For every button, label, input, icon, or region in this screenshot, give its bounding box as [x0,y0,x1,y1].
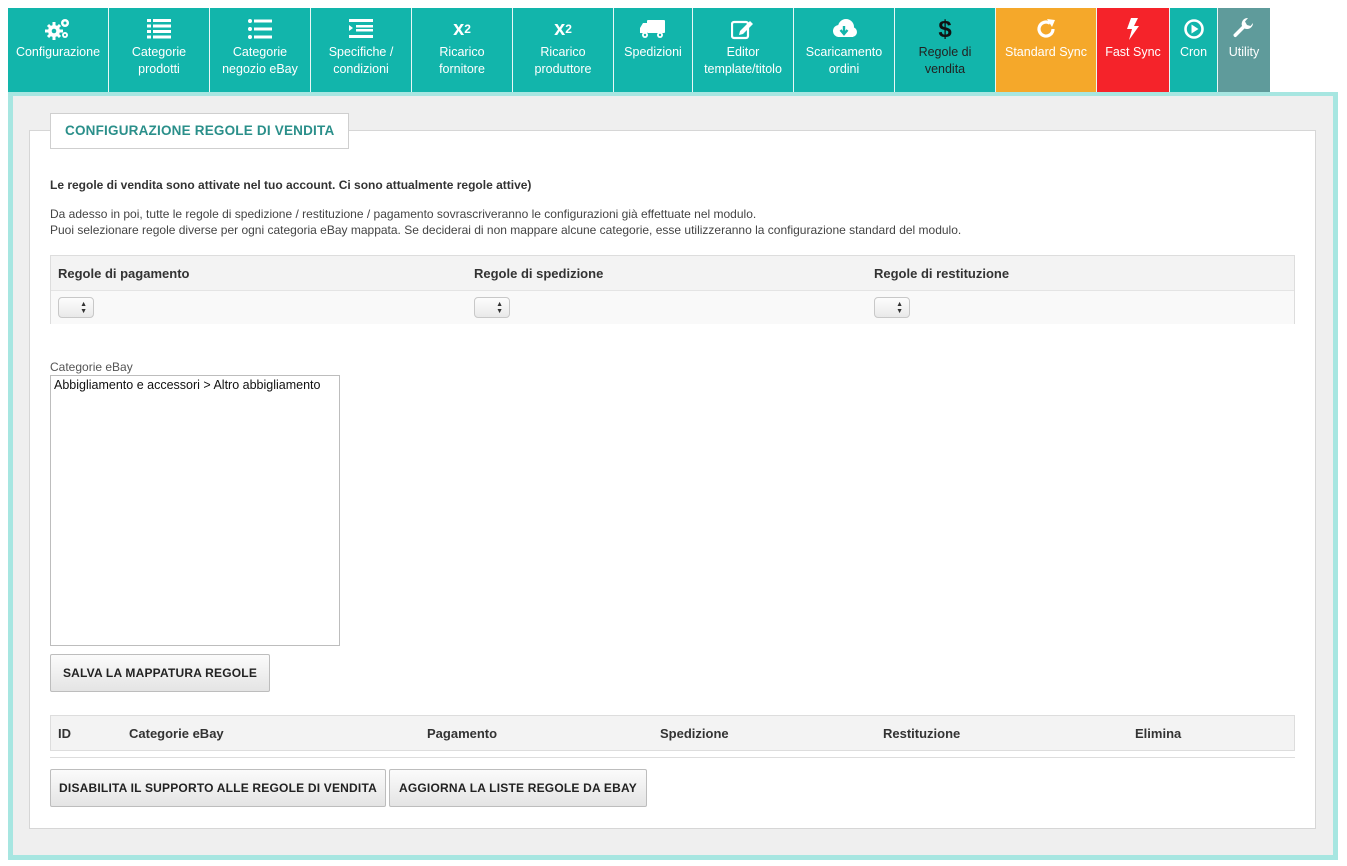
tab-ricarico-fornitore[interactable] [412,8,513,92]
intro-line-2: Puoi selezionare regole diverse per ogni categoria eBay mappata. Se deciderai di non mappare alcune categorie, esse utilizzeranno la configurazione standard del modulo. [50,223,962,237]
dollar-icon: $ [938,15,952,43]
tab-label: Categorie prodotti [131,45,187,76]
refresh-rules-list-button[interactable]: AGGIORNA LA LISTE REGOLE DA EBAY [389,769,647,807]
bullet-list-icon [248,16,272,42]
tab-categorie-prodotti[interactable] [109,8,210,92]
superscript-icon [554,16,572,42]
tab-label: Categorie negozio eBay [222,45,298,76]
select-arrows-icon: ▲ ▼ [496,301,503,315]
return-rules-select[interactable] [874,297,910,318]
tab-ricarico-produttore[interactable] [513,8,614,92]
col-returns: Restituzione [883,726,961,741]
tab-label: Specifiche / condizioni [328,45,394,76]
tab-label: Ricarico produttore [534,45,592,76]
play-circle-icon [1183,16,1205,42]
content-frame [8,92,1338,860]
bolt-icon [1126,16,1140,42]
tab-specifiche-condizioni[interactable] [311,8,412,92]
cloud-download-icon [830,16,858,42]
save-mapping-button[interactable]: SALVA LA MAPPATURA REGOLE [50,654,270,692]
select-arrows-icon: ▲ ▼ [896,301,903,315]
list-icon [147,16,171,42]
superscript-base: x [554,17,566,40]
edit-icon [731,16,755,42]
tab-configurazione[interactable] [8,8,109,92]
rules-table-header [51,256,1294,291]
tab-categorie-negozio-ebay[interactable] [210,8,311,92]
select-arrows-icon: ▲ ▼ [80,301,87,315]
ebay-categories-listbox[interactable] [50,375,340,646]
tab-editor-template[interactable] [693,8,794,92]
rules-panel [29,130,1316,829]
ebay-categories-label: Categorie eBay [50,360,133,374]
col-id: ID [58,726,71,741]
tab-label: Utility [1228,45,1260,59]
tab-spedizioni[interactable] [614,8,693,92]
tab-label: Scaricamento ordini [805,45,883,76]
tab-label: Cron [1179,45,1208,59]
rules-table [50,255,1295,324]
tab-fast-sync[interactable] [1097,8,1170,92]
tab-label: Editor template/titolo [704,45,782,76]
tab-label: Standard Sync [1005,45,1087,59]
tab-regole-di-vendita[interactable] [895,8,996,92]
top-nav [8,8,1270,92]
return-rules-header: Regole di restituzione [874,266,1010,281]
status-text: Le regole di vendita sono attivate nel tuo account. Ci sono attualmente regole attive) [50,178,532,192]
panel-title: CONFIGURAZIONE REGOLE DI VENDITA [50,113,349,149]
superscript-icon [453,16,471,42]
wrench-icon [1232,16,1256,42]
col-shipping: Spedizione [660,726,729,741]
payment-rules-select[interactable] [58,297,94,318]
tab-standard-sync[interactable] [996,8,1097,92]
superscript-base: x [453,17,465,40]
payment-rules-header: Regole di pagamento [58,266,190,281]
list-item[interactable]: Abbigliamento e accessori > Altro abbigliamento [54,378,321,392]
intro-line-1: Da adesso in poi, tutte le regole di spedizione / restituzione / pagamento sovrascriveranno le configurazioni già effettuate nel modulo. [50,207,757,221]
tab-label: Ricarico fornitore [439,45,485,76]
tab-label: Configurazione [15,45,101,59]
tab-scaricamento-ordini[interactable] [794,8,895,92]
disable-rules-support-button[interactable]: DISABILITA IL SUPPORTO ALLE REGOLE DI VENDITA [50,769,386,807]
tab-label: Fast Sync [1105,45,1161,59]
superscript-power: 2 [565,21,572,36]
shipping-rules-header: Regole di spedizione [474,266,604,281]
gears-icon [45,16,71,42]
intro-text [50,206,961,238]
tab-cron[interactable] [1170,8,1218,92]
tab-label: Spedizioni [624,45,682,59]
tab-utility[interactable] [1218,8,1270,92]
indent-list-icon [349,16,373,42]
rules-table-row [51,291,1294,324]
shipping-rules-select[interactable] [474,297,510,318]
divider [50,757,1295,758]
col-payment: Pagamento [427,726,498,741]
superscript-power: 2 [464,21,471,36]
col-delete: Elimina [1135,726,1182,741]
mapping-table-header [50,715,1295,751]
col-ebay-categories: Categorie eBay [129,726,224,741]
refresh-icon [1035,16,1057,42]
tab-label: Regole di vendita [918,45,972,76]
truck-icon [640,16,666,42]
